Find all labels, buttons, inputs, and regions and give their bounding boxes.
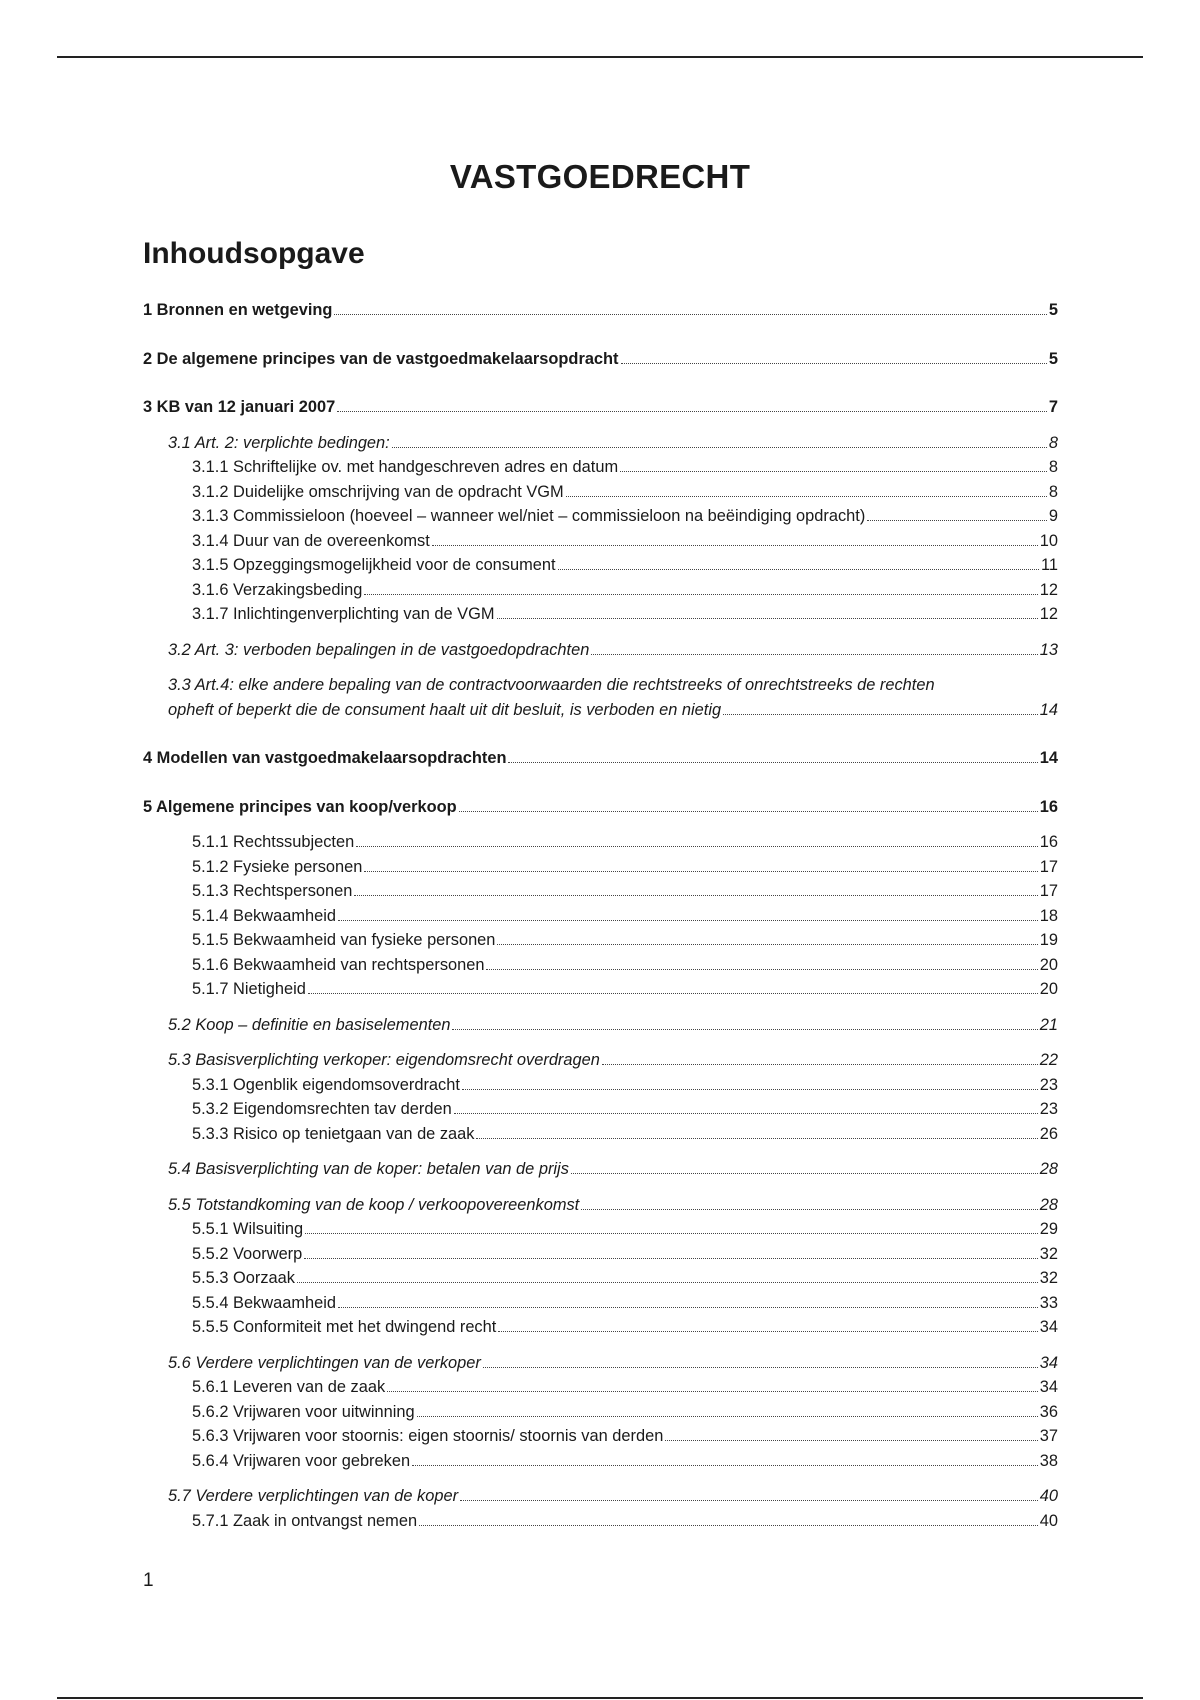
- toc-entry-3-1-3[interactable]: [143, 504, 1058, 529]
- dot-leader: [558, 569, 1039, 570]
- toc-entry-5-1-4[interactable]: [143, 904, 1058, 929]
- dot-leader: [392, 447, 1047, 448]
- dot-leader: [387, 1391, 1038, 1392]
- toc-entry-3-2[interactable]: [143, 638, 1058, 663]
- toc-entry-text: 3.1.3 Commissieloon (hoeveel – wanneer wel/niet – commissieloon na beëindiging opdracht): [192, 507, 866, 525]
- dot-leader: [364, 594, 1037, 595]
- dot-leader: [621, 363, 1047, 364]
- toc-entry-text: 5.6.3 Vrijwaren voor stoornis: eigen stoornis/ stoornis van derden: [192, 1427, 664, 1445]
- toc-entry-text: 5 Algemene principes van koop/verkoop: [143, 797, 457, 816]
- toc-entry-text: 5.6 Verdere verplichtingen van de verkoper: [168, 1353, 481, 1372]
- toc-entry-5-3[interactable]: [143, 1048, 1058, 1073]
- toc-page-number: 37: [1039, 1427, 1058, 1445]
- toc-entry-text: 5.3 Basisverplichting verkoper: eigendomsrecht overdragen: [168, 1051, 600, 1069]
- toc-page-number: 33: [1039, 1293, 1058, 1312]
- toc-entry-5-1-2[interactable]: [143, 855, 1058, 880]
- toc-page-number: 17: [1039, 857, 1058, 876]
- toc-page-number: 40: [1039, 1487, 1058, 1505]
- dot-leader: [483, 1367, 1038, 1368]
- toc-page-number: 38: [1039, 1451, 1058, 1470]
- toc-page-number: 28: [1039, 1160, 1058, 1178]
- dot-leader: [364, 871, 1037, 872]
- toc-page-number: 8: [1048, 458, 1058, 476]
- dot-leader: [308, 993, 1038, 994]
- toc-page-number: 10: [1039, 531, 1058, 550]
- toc-entry-5-2[interactable]: [143, 1013, 1058, 1038]
- toc-page-number: 20: [1039, 980, 1058, 998]
- toc-entry-text: 3.1 Art. 2: verplichte bedingen:: [168, 433, 390, 452]
- toc-entry-text: 3.1.1 Schriftelijke ov. met handgeschreven adres en datum: [192, 458, 619, 476]
- toc-entry-5-3-2[interactable]: [143, 1097, 1058, 1122]
- toc-page-number: 18: [1039, 906, 1058, 925]
- dot-leader: [665, 1440, 1037, 1441]
- toc-page-number: 34: [1039, 1378, 1058, 1396]
- toc-entry-5-3-1[interactable]: [143, 1073, 1058, 1098]
- toc-entry-5-1-6[interactable]: [143, 953, 1058, 978]
- document-title: VASTGOEDRECHT: [449, 158, 751, 195]
- dot-leader: [462, 1089, 1038, 1090]
- toc-page-number: 14: [1039, 749, 1058, 767]
- toc-entry-text: 5.2 Koop – definitie en basiselementen: [168, 1015, 451, 1034]
- dot-leader: [497, 944, 1037, 945]
- dot-leader: [452, 1029, 1037, 1030]
- toc-entry-3-1-1[interactable]: [143, 455, 1058, 480]
- toc-page-number: 5: [1048, 349, 1058, 368]
- dot-leader: [338, 1307, 1038, 1308]
- toc-entry-text: 5.1.4 Bekwaamheid: [192, 906, 336, 925]
- toc-entry-3-3[interactable]: [143, 673, 1058, 722]
- toc-page-number: 21: [1039, 1015, 1058, 1034]
- dot-leader: [566, 496, 1047, 497]
- dot-leader: [486, 969, 1037, 970]
- toc-entry-text: 5.5.1 Wilsuiting: [192, 1220, 304, 1238]
- toc-entry-3-1[interactable]: [143, 431, 1058, 456]
- toc-entry-text: 5.1.6 Bekwaamheid van rechtspersonen: [192, 955, 485, 974]
- header-rule: [57, 56, 1143, 58]
- toc-entry-text: 3.1.6 Verzakingsbeding: [192, 580, 363, 599]
- toc-page-number: 23: [1039, 1100, 1058, 1118]
- toc-entry-text: 5.6.1 Leveren van de zaak: [192, 1378, 386, 1396]
- dot-leader: [297, 1282, 1038, 1283]
- toc-page-number: 23: [1039, 1075, 1058, 1094]
- table-of-contents: [143, 298, 1058, 1533]
- toc-entry-text: 5.1.5 Bekwaamheid van fysieke personen: [192, 931, 496, 949]
- toc-entry-3[interactable]: [143, 395, 1058, 420]
- toc-entry-3-1-7[interactable]: [143, 602, 1058, 627]
- toc-entry-text: 5.1.1 Rechtssubjecten: [192, 833, 355, 851]
- dot-leader: [620, 471, 1047, 472]
- toc-page-number: 26: [1039, 1124, 1058, 1143]
- toc-entry-5-7-1[interactable]: [143, 1509, 1058, 1534]
- toc-entry-text: 3.1.7 Inlichtingenverplichting van de VGM: [192, 605, 495, 623]
- toc-entry-5-5-4[interactable]: [143, 1291, 1058, 1316]
- toc-entry-text-line2: opheft of beperkt die de consument haalt uit dit besluit, is verboden en nietig: [168, 700, 722, 719]
- toc-entry-text: 5.7.1 Zaak in ontvangst nemen: [192, 1511, 418, 1530]
- toc-entry-text: 5.1.7 Nietigheid: [192, 980, 306, 998]
- dot-leader: [459, 811, 1038, 812]
- dot-leader: [508, 762, 1037, 763]
- dot-leader: [334, 314, 1046, 315]
- toc-entry-text: 3.1.5 Opzeggingsmogelijkheid voor de consument: [192, 556, 556, 574]
- dot-leader: [602, 1064, 1038, 1065]
- dot-leader: [476, 1138, 1037, 1139]
- toc-entry-text: 3.1.4 Duur van de overeenkomst: [192, 531, 430, 550]
- toc-entry-text: 1 Bronnen en wetgeving: [143, 301, 333, 319]
- toc-page-number: 17: [1039, 882, 1058, 900]
- toc-entry-4[interactable]: [143, 746, 1058, 771]
- dot-leader: [354, 895, 1037, 896]
- toc-page-number: 22: [1039, 1051, 1058, 1069]
- toc-page-number: 9: [1048, 507, 1058, 525]
- dot-leader: [304, 1258, 1038, 1259]
- toc-page-number: 20: [1039, 955, 1058, 974]
- dot-leader: [432, 545, 1038, 546]
- dot-leader: [419, 1525, 1038, 1526]
- page-number: 1: [143, 1570, 154, 1591]
- toc-page-number: 34: [1039, 1353, 1058, 1372]
- dot-leader: [591, 654, 1037, 655]
- toc-entry-text: 5.1.3 Rechtspersonen: [192, 882, 353, 900]
- dot-leader: [338, 920, 1038, 921]
- footer-rule: [57, 1697, 1143, 1699]
- dot-leader: [867, 520, 1047, 521]
- toc-page-number: 13: [1039, 640, 1058, 659]
- toc-entry-text: 5.6.2 Vrijwaren voor uitwinning: [192, 1402, 415, 1421]
- toc-page-number: 16: [1039, 797, 1058, 816]
- toc-heading: Inhoudsopgave: [143, 237, 365, 270]
- toc-entry-5-6-1[interactable]: [143, 1375, 1058, 1400]
- dot-leader: [497, 618, 1038, 619]
- toc-entry-text-line1: 3.3 Art.4: elke andere bepaling van de contractvoorwaarden die rechtstreeks of onrechtstreeks de rechten: [168, 676, 935, 694]
- toc-entry-2[interactable]: [143, 347, 1058, 372]
- toc-entry-text: 5.3.2 Eigendomsrechten tav derden: [192, 1100, 452, 1118]
- toc-entry-text: 5.6.4 Vrijwaren voor gebreken: [192, 1451, 411, 1470]
- toc-page-number: 32: [1039, 1244, 1058, 1263]
- toc-entry-3-1-5[interactable]: [143, 553, 1058, 578]
- toc-page-number: 11: [1040, 556, 1058, 574]
- toc-entry-text: 2 De algemene principes van de vastgoedmakelaarsopdracht: [143, 349, 619, 368]
- toc-entry-5-3-3[interactable]: [143, 1122, 1058, 1147]
- toc-page-number: 19: [1039, 931, 1058, 949]
- toc-entry-5-1-7[interactable]: [143, 977, 1058, 1002]
- toc-entry-text: 5.1.2 Fysieke personen: [192, 857, 363, 876]
- toc-entry-5-5-2[interactable]: [143, 1242, 1058, 1267]
- dot-leader: [460, 1500, 1038, 1501]
- toc-page-number: 12: [1039, 580, 1058, 599]
- toc-page-number: 34: [1039, 1318, 1058, 1336]
- dot-leader: [337, 411, 1047, 412]
- toc-entry-text: 5.3.3 Risico op tenietgaan van de zaak: [192, 1124, 475, 1143]
- toc-entry-text: 5.5.4 Bekwaamheid: [192, 1293, 336, 1312]
- toc-page-number: 28: [1039, 1195, 1058, 1214]
- toc-entry-text: 5.5.3 Oorzaak: [192, 1269, 295, 1287]
- dot-leader: [723, 714, 1038, 715]
- toc-entry-5-1-3[interactable]: [143, 879, 1058, 904]
- toc-entry-5-6-3[interactable]: [143, 1424, 1058, 1449]
- dot-leader: [417, 1416, 1038, 1417]
- toc-entry-text: 5.3.1 Ogenblik eigendomsoverdracht: [192, 1075, 460, 1094]
- toc-entry-5-6-2[interactable]: [143, 1400, 1058, 1425]
- dot-leader: [454, 1113, 1038, 1114]
- toc-entry-5-1-5[interactable]: [143, 928, 1058, 953]
- toc-page-number: 36: [1039, 1402, 1058, 1421]
- dot-leader: [305, 1233, 1038, 1234]
- toc-entry-5-5-1[interactable]: [143, 1217, 1058, 1242]
- toc-page-number: 7: [1048, 398, 1058, 416]
- toc-entry-text: 3.2 Art. 3: verboden bepalingen in de vastgoedopdrachten: [168, 640, 590, 659]
- toc-entry-5-5-3[interactable]: [143, 1266, 1058, 1291]
- toc-entry-text: 3 KB van 12 januari 2007: [143, 398, 336, 416]
- toc-entry-5-7[interactable]: [143, 1484, 1058, 1509]
- dot-leader: [581, 1209, 1038, 1210]
- toc-entry-5-6-4[interactable]: [143, 1449, 1058, 1474]
- toc-page-number: 14: [1039, 700, 1058, 719]
- toc-entry-5-5[interactable]: [143, 1193, 1058, 1218]
- toc-entry-text: 5.7 Verdere verplichtingen van de koper: [168, 1487, 459, 1505]
- toc-entry-3-1-2[interactable]: [143, 480, 1058, 505]
- dot-leader: [412, 1465, 1038, 1466]
- toc-entry-text: 3.1.2 Duidelijke omschrijving van de opdracht VGM: [192, 482, 564, 501]
- toc-entry-text: 5.4 Basisverplichting van de koper: betalen van de prijs: [168, 1160, 569, 1178]
- toc-entry-5-4[interactable]: [143, 1157, 1058, 1182]
- toc-entry-5-6[interactable]: [143, 1351, 1058, 1376]
- dot-leader: [571, 1173, 1038, 1174]
- toc-entry-5-1-1[interactable]: [143, 830, 1058, 855]
- dot-leader: [498, 1331, 1037, 1332]
- toc-page-number: 40: [1039, 1511, 1058, 1530]
- toc-page-number: 8: [1048, 433, 1058, 452]
- toc-entry-1[interactable]: [143, 298, 1058, 323]
- toc-entry-line2: [168, 698, 1058, 723]
- toc-page-number: 29: [1039, 1220, 1058, 1238]
- dot-leader: [356, 846, 1038, 847]
- toc-entry-text: 5.5.5 Conformiteit met het dwingend recht: [192, 1318, 497, 1336]
- toc-page-number: 16: [1039, 833, 1058, 851]
- toc-entry-3-1-6[interactable]: [143, 578, 1058, 603]
- toc-entry-5-5-5[interactable]: [143, 1315, 1058, 1340]
- toc-page-number: 12: [1039, 605, 1058, 623]
- toc-entry-text: 5.5.2 Voorwerp: [192, 1244, 303, 1263]
- toc-entry-text: 5.5 Totstandkoming van de koop / verkoopovereenkomst: [168, 1195, 580, 1214]
- toc-page-number: 32: [1039, 1269, 1058, 1287]
- toc-page-number: 5: [1048, 301, 1058, 319]
- toc-entry-5[interactable]: [143, 795, 1058, 820]
- toc-entry-text: 4 Modellen van vastgoedmakelaarsopdrachten: [143, 749, 507, 767]
- toc-entry-3-1-4[interactable]: [143, 529, 1058, 554]
- toc-page-number: 8: [1048, 482, 1058, 501]
